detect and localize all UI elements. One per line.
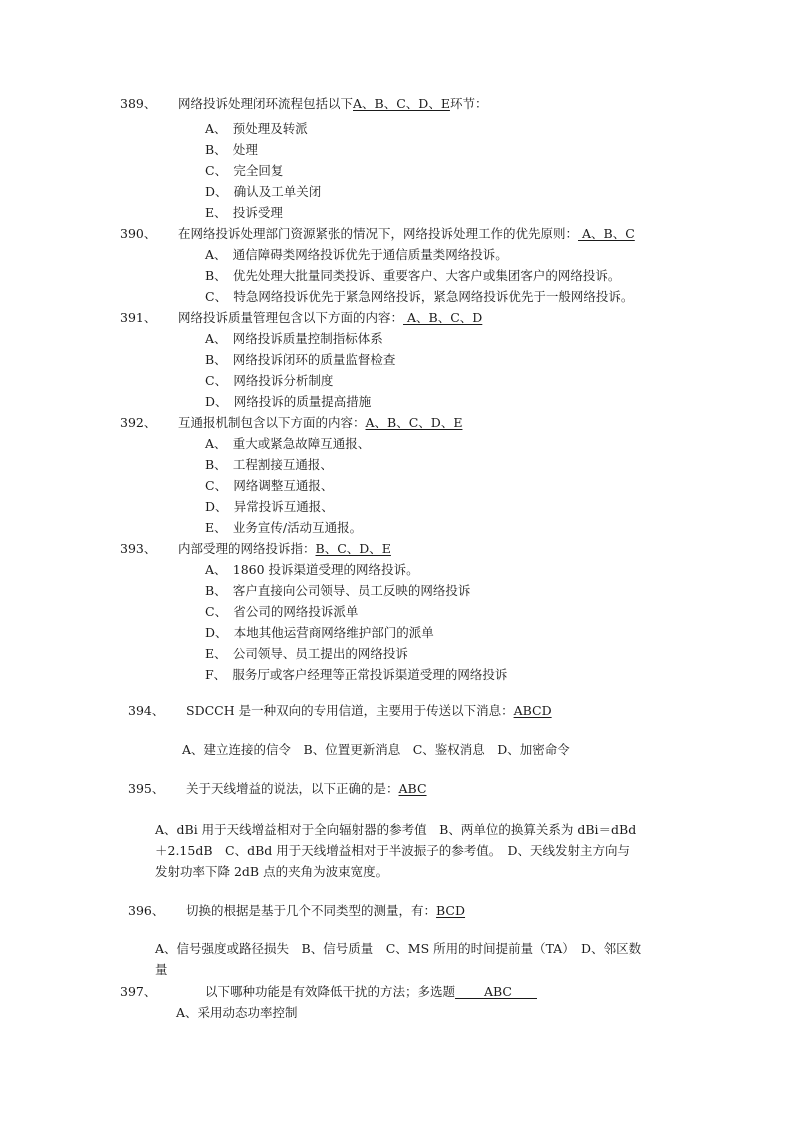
question-394-stem	[186, 703, 552, 719]
option: E、 业务宣传/活动互通报。	[205, 520, 363, 535]
answer: ABC	[455, 984, 537, 999]
answer: ABCD	[513, 703, 552, 718]
option: C、 网络调整互通报、	[205, 478, 334, 493]
question-number: 394、	[128, 703, 165, 718]
options-line: A、dBi 用于天线增益相对于全向辐射器的参考值 B、两单位的换算关系为 dBi＝dBd	[155, 822, 637, 837]
question-392-stem	[178, 415, 462, 431]
option: C、 网络投诉分析制度	[205, 373, 334, 388]
question-number: 391、	[120, 310, 157, 325]
question-number: 396、	[128, 903, 165, 918]
option: A、 网络投诉质量控制指标体系	[205, 331, 383, 346]
question-396-stem	[186, 903, 465, 919]
question-text: 关于天线增益的说法，以下正确的是：	[186, 781, 399, 796]
question-393-stem	[178, 541, 391, 557]
option: E、 公司领导、员工提出的网络投诉	[205, 646, 408, 661]
question-number: 392、	[120, 415, 157, 430]
options-line: 量	[155, 962, 168, 977]
option: A、 重大或紧急故障互通报、	[205, 436, 371, 451]
question-number: 389、	[120, 96, 157, 111]
question-number: 397、	[120, 984, 157, 999]
question-391-stem	[178, 310, 482, 326]
question-389-stem	[178, 96, 487, 112]
answer: BCD	[436, 903, 466, 918]
option: D、 本地其他运营商网络维护部门的派单	[205, 625, 434, 640]
options-line: A、信号强度或路径损失 B、信号质量 C、MS 所用的时间提前量（TA） D、邻区数	[155, 941, 642, 956]
option: C、 省公司的网络投诉派单	[205, 604, 359, 619]
option: B、 优先处理大批量同类投诉、重要客户、大客户或集团客户的网络投诉。	[205, 268, 621, 283]
option: B、 处理	[205, 142, 258, 157]
question-number: 390、	[120, 226, 157, 241]
option: C、 特急网络投诉优先于紧急网络投诉，紧急网络投诉优先于一般网络投诉。	[205, 289, 634, 304]
options-line: A、建立连接的信令 B、位置更新消息 C、鉴权消息 D、加密命令	[182, 742, 570, 757]
question-text: 网络投诉质量管理包含以下方面的内容：	[178, 310, 404, 325]
question-text: 切换的根据是基于几个不同类型的测量，有：	[186, 903, 437, 918]
answer: A、B、C、D、E	[353, 96, 450, 111]
option: F、 服务厅或客户经理等正常投诉渠道受理的网络投诉	[205, 667, 508, 682]
question-390-stem	[178, 226, 635, 242]
option: B、 工程割接互通报、	[205, 457, 333, 472]
answer: ABC	[398, 781, 427, 796]
question-number: 393、	[120, 541, 157, 556]
option: A、 通信障碍类网络投诉优先于通信质量类网络投诉。	[205, 247, 508, 262]
question-number: 395、	[128, 781, 165, 796]
question-text: SDCCH 是一种双向的专用信道，主要用于传送以下消息：	[186, 703, 514, 718]
option: E、 投诉受理	[205, 205, 283, 220]
question-397-stem	[205, 984, 537, 1000]
option: D、 网络投诉的质量提高措施	[205, 394, 372, 409]
options-line: ＋2.15dB C、dBd 用于天线增益相对于半波振子的参考值。 D、天线发射主方向与	[155, 843, 631, 858]
option: B、 客户直接向公司领导、员工反映的网络投诉	[205, 583, 471, 598]
option: B、 网络投诉闭环的质量监督检查	[205, 352, 396, 367]
option: D、 确认及工单关闭	[205, 184, 322, 199]
option: A、 预处理及转派	[205, 121, 308, 136]
option: C、 完全回复	[205, 163, 284, 178]
option: A、采用动态功率控制	[176, 1005, 298, 1020]
question-395-stem	[186, 781, 427, 797]
option: A、 1860 投诉渠道受理的网络投诉。	[205, 562, 419, 577]
answer: B、C、D、E	[315, 541, 391, 556]
option: D、 异常投诉互通报、	[205, 499, 334, 514]
question-text: 以下哪种功能是有效降低干扰的方法；多选题	[205, 984, 456, 999]
question-text: 网络投诉处理闭环流程包括以下	[178, 96, 354, 111]
question-text: 在网络投诉处理部门资源紧张的情况下，网络投诉处理工作的优先原则：	[178, 226, 579, 241]
question-text: 互通报机制包含以下方面的内容：	[178, 415, 366, 430]
question-text: 内部受理的网络投诉指：	[178, 541, 316, 556]
answer: A、B、C	[578, 226, 635, 241]
answer: A、B、C、D	[403, 310, 483, 325]
options-line: 发射功率下降 2dB 点的夹角为波束宽度。	[155, 864, 389, 879]
question-suffix: 环节：	[449, 96, 488, 111]
answer: A、B、C、D、E	[365, 415, 463, 430]
